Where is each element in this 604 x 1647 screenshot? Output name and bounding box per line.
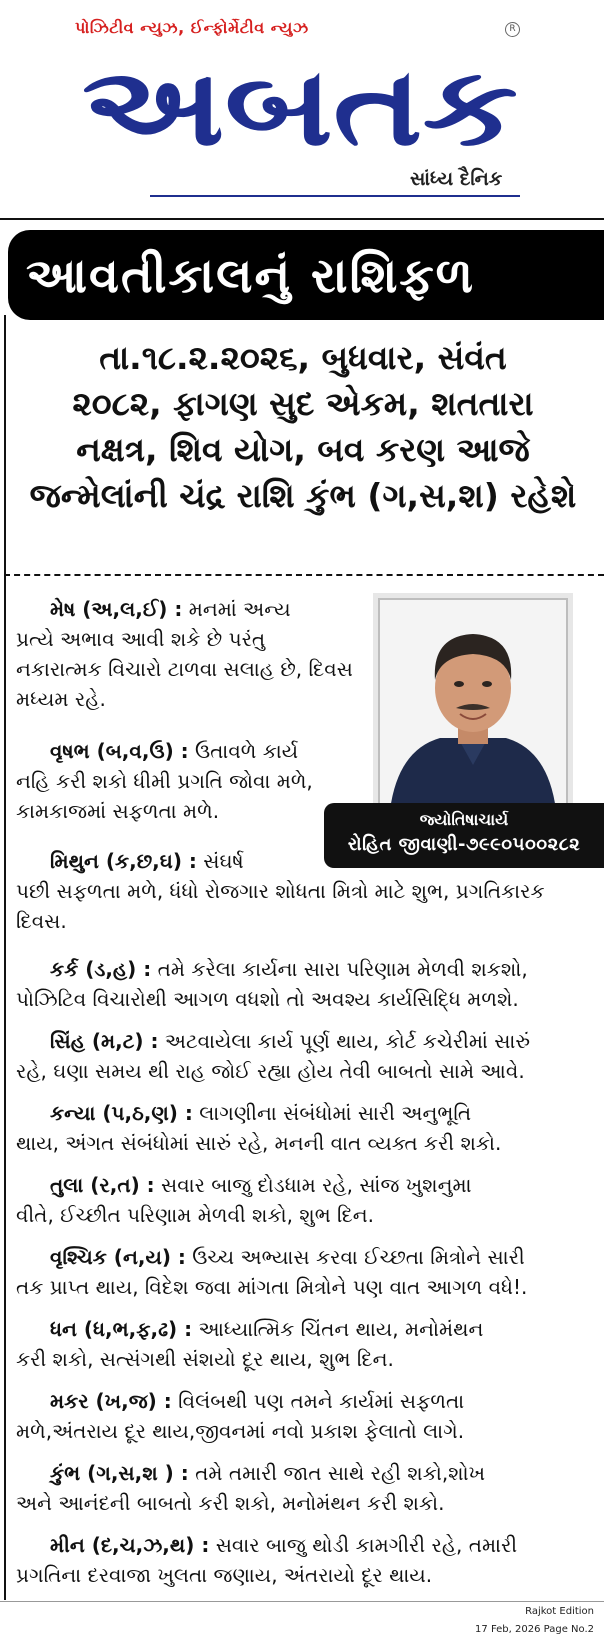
rashi-text: મળે,અંતરાય દૂર થાય,જીવનમાં નવો પ્રકાશ ફેલાતો લાગે.: [16, 1419, 465, 1443]
rashi-sign: ધન (ધ,ભ,ફ,ઢ) :: [50, 1317, 193, 1341]
tagline: પોઝિટીવ ન્યુઝ, ઈન્ફોર્મેટીવ ન્યુઝ: [75, 18, 309, 37]
footer-divider: [0, 1601, 604, 1602]
rashi-entry-kanya: [16, 1098, 596, 1158]
intro-line: નક્ષત્ર, શિવ યોગ, બવ કરણ આજે: [76, 430, 530, 469]
rashi-sign: મિથુન (ક,છ,ઘ) :: [50, 849, 197, 873]
rashi-sign: વૃશ્ચિક (ન,ય) :: [50, 1245, 186, 1269]
rashi-entry-sinh: [16, 1026, 596, 1086]
rashi-sign: કર્ક (ડ,હ) :: [50, 957, 152, 981]
rashi-text: નકારાત્મક વિચારો ટાળવા સલાહ છે, દિવસ: [16, 657, 353, 681]
rashi-entry-vrushabh: [16, 736, 376, 826]
rashi-sign: તુલા (ર,ત) :: [50, 1173, 155, 1197]
rashi-text: અટવાયેલા કાર્ય પૂર્ણ થાય, કોર્ટ કચેરીમાં સારું: [164, 1029, 531, 1053]
rashi-text: દિવસ.: [16, 909, 67, 933]
rashi-entry-mesh: [16, 594, 376, 714]
rashi-entry-makar: [16, 1386, 596, 1446]
rashi-sign: વૃષભ (બ,વ,ઉ) :: [50, 739, 189, 763]
astrologer-name-phone: રોહિત જીવાણી-૭૯૯૦૫૦૦૨૮૨: [347, 834, 581, 855]
rashi-sign: કુંભ (ગ,સ,શ ) :: [50, 1461, 189, 1485]
intro-line: તા.૧૮.૨.૨૦૨૬, બુધવાર, સંવંત: [99, 338, 507, 377]
masthead: [0, 0, 604, 222]
rashi-text: મધ્યમ રહે.: [16, 687, 106, 711]
rashi-text: કરી શકો, સત્સંગથી સંશયો દૂર થાય, શુભ દિન.: [16, 1347, 394, 1371]
rashi-entry-kark: [16, 954, 596, 1014]
page-info: 17 Feb, 2026 Page No.2: [475, 1624, 594, 1635]
rashi-entry-mithun: [16, 846, 596, 936]
edition-type: સાંધ્ય દૈનિક: [410, 168, 503, 190]
rashi-text: તક પ્રાપ્ત થાય, વિદેશ જવા માંગતા મિત્રોને પણ વાત આગળ વધે!.: [16, 1275, 528, 1299]
rashi-text: લાગણીના સંબંધોમાં સારી અનુભૂતિ: [199, 1101, 472, 1125]
rashi-entry-dhan: [16, 1314, 596, 1374]
intro-line: જન્મેલાંની ચંદ્ર રાશિ કુંભ (ગ,સ,શ) રહેશે: [29, 476, 577, 515]
rashi-text: તમે કરેલા કાર્યના સારા પરિણામ મેળવી શકશો,: [157, 957, 528, 981]
rashi-entry-tula: [16, 1170, 596, 1230]
rashi-entry-vrushchik: [16, 1242, 596, 1302]
rashi-text: પ્રગતિના દરવાજા ખુલતા જણાય, અંતરાયો દૂર થાય.: [16, 1563, 433, 1587]
rashi-text: પ્રત્યે અભાવ આવી શકે છે પરંતુ: [16, 627, 266, 651]
header-divider: [0, 218, 604, 220]
rashi-text: આધ્યાત્મિક ચિંતન થાય, મનોમંથન: [198, 1317, 484, 1341]
rashi-sign: સિંહ (મ,ટ) :: [50, 1029, 159, 1053]
rashi-entry-kumbh: [16, 1458, 596, 1518]
rashi-text: સંઘર્ષ: [203, 849, 244, 873]
dashed-divider: [4, 574, 604, 576]
rashi-text: થાય, અંગત સંબંધોમાં સારું રહે, મનની વાત વ્યક્ત કરી શકો.: [16, 1131, 502, 1155]
rashi-sign: કન્યા (પ,ઠ,ણ) :: [50, 1101, 193, 1125]
rashi-sign: મેષ (અ,લ,ઈ) :: [50, 597, 183, 621]
intro-line: ૨૦૮૨, ફાગણ સુદ એકમ, શતતારા: [72, 384, 534, 423]
rashi-text: મનમાં અન્ય: [188, 597, 291, 621]
newspaper-logo: [78, 50, 522, 160]
rashi-sign: મીન (દ,ચ,ઝ,થ) :: [50, 1533, 210, 1557]
astrologer-title: જ્યોતિષાચાર્ય: [419, 810, 509, 829]
rashi-text: વીતે, ઈચ્છીત પરિણામ મેળવી શકો, શુભ દિન.: [16, 1203, 375, 1227]
column-rule: [4, 315, 6, 1600]
rashi-text: સવાર બાજુ થોડી કામગીરી રહે, તમારી: [215, 1533, 518, 1557]
rashi-text: ઉતાવળે કાર્ય: [195, 739, 299, 763]
edition-label: Rajkot Edition: [525, 1606, 594, 1617]
rashi-text: કામકાજમાં સફળતા મળે.: [16, 799, 220, 823]
rashi-sign: મકર (ખ,જ) :: [50, 1389, 172, 1413]
rashi-text: રહે, ઘણા સમય થી રાહ જોઈ રહ્યા હોય તેવી બાબતો સામે આવે.: [16, 1059, 525, 1083]
registered-icon: R: [505, 22, 520, 37]
rashi-text: ઉચ્ચ અભ્યાસ કરવા ઈચ્છતા મિત્રોને સારી: [192, 1245, 525, 1269]
rashi-text: પછી સફળતા મળે, ધંધો રોજગાર શોધતા મિત્રો માટે શુભ, પ્રગતિકારક: [16, 879, 545, 903]
rashi-entry-meen: [16, 1530, 596, 1590]
rashi-text: સવાર બાજુ દોડધામ રહે, સાંજ ખુશનુમા: [161, 1173, 472, 1197]
rashi-text: અને આનંદની બાબતો કરી શકો, મનોમંથન કરી શકો.: [16, 1491, 445, 1515]
rashi-text: પોઝિટિવ વિચારોથી આગળ વધશો તો અવશ્ય કાર્યસિદ્ધિ મળશે.: [16, 987, 519, 1011]
panchang-intro: [8, 335, 598, 519]
rashi-text: વિલંબથી પણ તમને કાર્યમાં સફળતા: [178, 1389, 465, 1413]
logo-underline: [150, 195, 520, 197]
rashi-text: તમે તમારી જાત સાથે રહી શકો,શોખ: [195, 1461, 486, 1485]
astrologer-photo: [378, 598, 568, 812]
page-title: આવતીકાલનું રાશિફળ: [26, 248, 476, 304]
logo-text: અબતક: [82, 50, 518, 160]
rashi-text: નહિ કરી શકો ધીમી પ્રગતિ જોવા મળે,: [16, 769, 313, 793]
